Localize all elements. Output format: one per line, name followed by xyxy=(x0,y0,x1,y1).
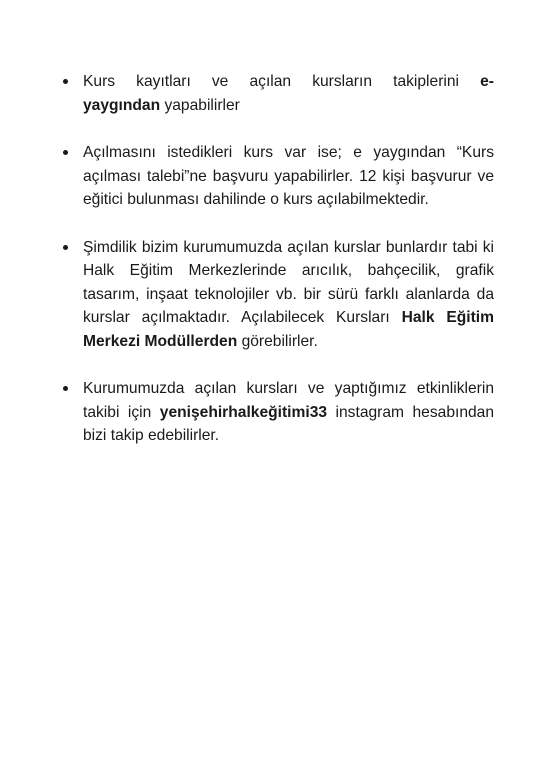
list-item xyxy=(62,236,494,354)
item-2-text: Açılmasını istedikleri kurs var ise; e yaygından “Kurs açılması talebi”ne başvuru yapabilirler. 12 kişi başvurur ve eğitici bulunması dahilinde o kurs açılabilmektedir. xyxy=(83,144,494,208)
bullet-point xyxy=(63,79,68,84)
item-1-line-1 xyxy=(83,70,494,94)
item-4-text: Kurumumuzda açılan kursları ve yaptığımız etkinliklerin takibi için xyxy=(83,380,494,421)
item-3-bold-link: Halk Eğitim Merkezi Modüllerden xyxy=(83,309,494,350)
item-1-line-2 xyxy=(83,94,494,118)
bullet-list xyxy=(62,70,494,472)
item-3-text-after: görebilirler. xyxy=(237,332,318,350)
item-1-bold-tail: e- xyxy=(480,73,494,90)
bullet-point xyxy=(63,150,68,155)
list-item xyxy=(62,70,494,117)
list-item xyxy=(62,377,494,448)
bullet-point xyxy=(63,245,68,250)
item-1-text: Kurs kayıtları ve açılan kursların takiplerini xyxy=(83,73,459,90)
item-1-bold-word: yaygından xyxy=(83,96,161,114)
item-4-text-after: instagram hesabından bizi takip edebilirler. xyxy=(83,403,495,444)
list-item xyxy=(62,141,494,212)
item-3-text: Şimdilik bizim kurumumuzda açılan kurslar bunlardır tabi ki Halk Eğitim Merkezlerinde arıcılık, bahçecilik, grafik tasarım, inşaat teknolojiler vb. bir sürü farklı alanlarda da kurslar açılmaktadır. Açılabilecek Kursları xyxy=(83,238,494,326)
bullet-point xyxy=(63,386,68,391)
item-1-tail: yapabilirler xyxy=(160,96,240,114)
item-4-instagram-handle: yenişehirhalkeğitimi33 xyxy=(159,403,328,421)
